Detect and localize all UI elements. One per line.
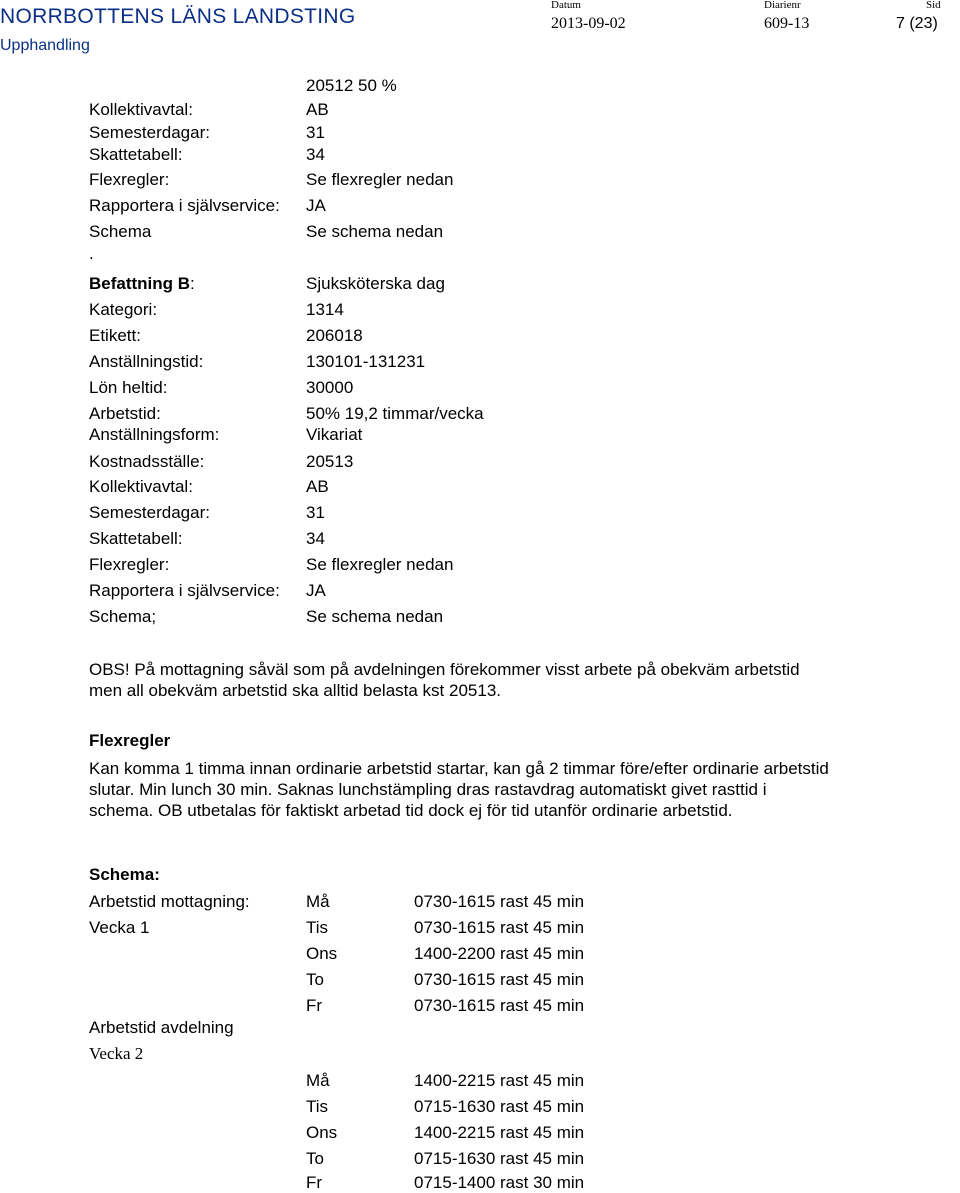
detail-label: Kostnadsställe:: [89, 452, 205, 471]
detail-value: 34: [306, 529, 325, 548]
detail-label: Rapportera i självservice:: [89, 196, 280, 215]
schema-time: 0715-1630 rast 45 min: [414, 1097, 585, 1116]
schema-label: Vecka 2: [89, 1044, 144, 1063]
detail-label: .: [89, 244, 94, 263]
detail-value: 30000: [306, 378, 354, 397]
detail-label: Arbetstid:: [89, 404, 161, 423]
detail-value: 1314: [306, 300, 344, 319]
diarienr-label: Diarienr: [764, 0, 801, 11]
schema-time: 0715-1400 rast 30 min: [414, 1173, 585, 1192]
schema-row: [0, 918, 960, 938]
schema-row: [0, 892, 960, 912]
schema-row: [0, 1173, 960, 1193]
schema-row: [0, 1071, 960, 1091]
flex-text: Kan komma 1 timma innan ordinarie arbetstid startar, kan gå 2 timmar före/efter ordinarie arbetstid slutar. Min lunch 30 min. Saknas lunchstämpling dras rastavdrag automatiskt givet rasttid i schema. OB utbetalas för faktiskt arbetad tid dock ej för tid utanför ordinarie arbetstid.: [89, 759, 829, 820]
schema-time: 0730-1615 rast 45 min: [414, 996, 585, 1015]
organization-name: NORRBOTTENS LÄNS LANDSTING: [0, 5, 356, 28]
schema-time: 0730-1615 rast 45 min: [414, 970, 585, 989]
detail-value: JA: [306, 196, 326, 215]
schema-row: [0, 970, 960, 990]
detail-value: 206018: [306, 326, 363, 345]
detail-row: [0, 196, 960, 216]
schema-day: Ons: [306, 944, 338, 963]
detail-row: [0, 100, 960, 120]
detail-row: [0, 607, 960, 627]
detail-value: JA: [306, 581, 326, 600]
detail-label: Skattetabell:: [89, 145, 183, 164]
detail-value: 50% 19,2 timmar/vecka: [306, 404, 484, 423]
position-heading: [0, 274, 960, 294]
detail-label: Kategori:: [89, 300, 158, 319]
position-heading-colon: :: [190, 274, 195, 293]
schema-day: Ons: [306, 1123, 338, 1142]
schema-row: [0, 1097, 960, 1117]
schema-label: Arbetstid avdelning: [89, 1018, 234, 1037]
schema-row: [0, 1123, 960, 1143]
detail-row: [0, 222, 960, 242]
detail-label: Semesterdagar:: [89, 123, 210, 142]
detail-label: Anställningstid:: [89, 352, 204, 371]
detail-row: [0, 477, 960, 497]
schema-time: 1400-2215 rast 45 min: [414, 1071, 585, 1090]
detail-value: AB: [306, 477, 329, 496]
detail-label: Schema: [89, 222, 152, 241]
schema-day: To: [306, 970, 324, 989]
detail-row: [0, 404, 960, 424]
schema-day: Fr: [306, 996, 323, 1015]
detail-value: 31: [306, 123, 325, 142]
detail-row: [0, 503, 960, 523]
flex-heading: Flexregler: [89, 731, 171, 750]
department-name: Upphandling: [0, 37, 90, 54]
schema-row: [0, 1149, 960, 1169]
detail-label: Kollektivavtal:: [89, 477, 193, 496]
schema-row: [0, 996, 960, 1016]
detail-value: Se flexregler nedan: [306, 170, 454, 189]
detail-value: Se schema nedan: [306, 222, 444, 241]
schema-day: Fr: [306, 1173, 323, 1192]
detail-row: [0, 425, 960, 445]
detail-label: Kollektivavtal:: [89, 100, 193, 119]
schema-day: Tis: [306, 918, 329, 937]
detail-row: [0, 76, 960, 96]
detail-row: [0, 170, 960, 190]
detail-value: 20513: [306, 452, 354, 471]
detail-row: [0, 300, 960, 320]
obs-note: OBS! På mottagning såväl som på avdelningen förekommer visst arbete på obekväm arbetstid men all obekväm arbetstid ska alltid belasta kst 20513.: [89, 660, 800, 700]
detail-value: 20512 50 %: [306, 76, 397, 95]
detail-row: [0, 123, 960, 143]
detail-label: Schema;: [89, 607, 157, 626]
detail-row: [0, 529, 960, 549]
detail-value: 130101-131231: [306, 352, 426, 371]
position-heading-value: Sjuksköterska dag: [306, 274, 445, 293]
detail-label: Rapportera i självservice:: [89, 581, 280, 600]
diarienr-value: 609-13: [764, 15, 810, 32]
detail-label: Flexregler:: [89, 555, 170, 574]
position-heading-label: [89, 274, 195, 294]
schema-time: 1400-2200 rast 45 min: [414, 944, 585, 963]
detail-label: Semesterdagar:: [89, 503, 210, 522]
page-number: 7 (23): [896, 15, 938, 32]
schema-row: [0, 1044, 960, 1064]
schema-label: Arbetstid mottagning:: [89, 892, 250, 911]
page-label: Sid: [926, 0, 941, 11]
detail-label: Anställningsform:: [89, 425, 220, 444]
detail-label: Etikett:: [89, 326, 141, 345]
schema-time: 0715-1630 rast 45 min: [414, 1149, 585, 1168]
detail-value: Se flexregler nedan: [306, 555, 454, 574]
schema-label: Vecka 1: [89, 918, 150, 937]
schema-day: Tis: [306, 1097, 329, 1116]
detail-label: Flexregler:: [89, 170, 170, 189]
detail-value: Vikariat: [306, 425, 363, 444]
schema-row: [0, 1018, 960, 1038]
schema-day: To: [306, 1149, 324, 1168]
schema-time: 0730-1615 rast 45 min: [414, 892, 585, 911]
schema-time: 0730-1615 rast 45 min: [414, 918, 585, 937]
detail-row: [0, 244, 960, 264]
detail-row: [0, 452, 960, 472]
detail-row: [0, 352, 960, 372]
detail-label: Skattetabell:: [89, 529, 183, 548]
detail-value: AB: [306, 100, 329, 119]
detail-row: [0, 581, 960, 601]
detail-value: Se schema nedan: [306, 607, 444, 626]
detail-row: [0, 555, 960, 575]
detail-row: [0, 378, 960, 398]
schema-day: Må: [306, 892, 330, 911]
schema-day: Må: [306, 1071, 330, 1090]
date-label: Datum: [551, 0, 581, 11]
detail-value: 31: [306, 503, 325, 522]
schema-heading: Schema:: [89, 865, 160, 884]
detail-row: [0, 326, 960, 346]
date-value: 2013-09-02: [551, 15, 626, 32]
detail-label: Lön heltid:: [89, 378, 168, 397]
schema-row: [0, 944, 960, 964]
detail-value: 34: [306, 145, 325, 164]
position-heading-title: Befattning B: [89, 274, 191, 293]
schema-time: 1400-2215 rast 45 min: [414, 1123, 585, 1142]
detail-row: [0, 145, 960, 165]
